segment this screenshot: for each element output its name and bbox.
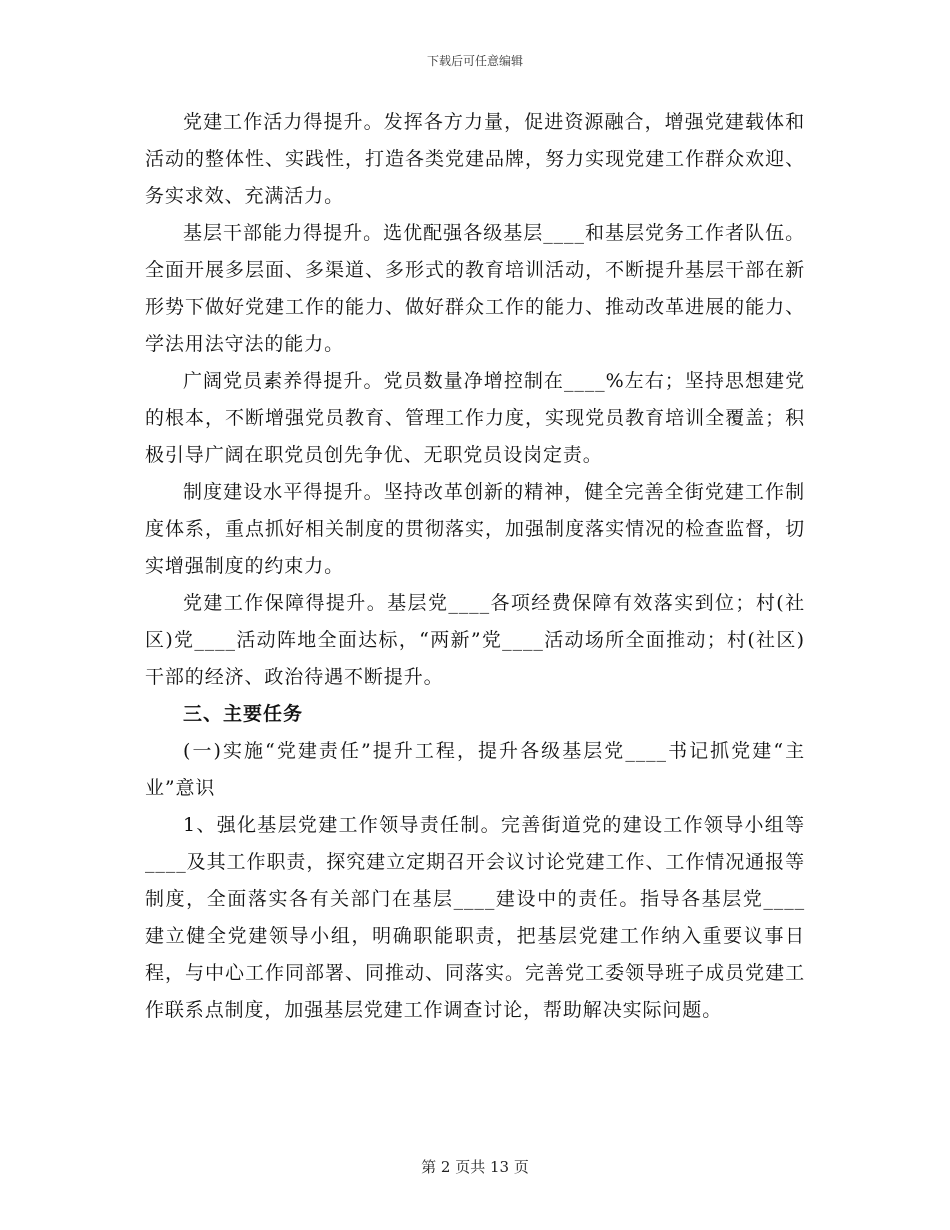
page-footer: 第 2 页共 13 页 <box>421 1158 529 1176</box>
paragraph: 党建工作活力得提升。发挥各方力量，促进资源融合，增强党建载体和活动的整体性、实践性，打造各类党建品牌，努力实现党建工作群众欢迎、务实求效、充满活力。 <box>145 111 805 207</box>
paragraph: 制度建设水平得提升。坚持改革创新的精神，健全完善全街党建工作制度体系，重点抓好相关制度的贯彻落实，加强制度落实情况的检查监督，切实增强制度的约束力。 <box>145 481 805 577</box>
paragraph: 党建工作保障得提升。基层党____各项经费保障有效落实到位；村(社区)党____活动阵地全面达标，“两新”党____活动场所全面推动；村(社区)干部的经济、政治待遇不断提升。 <box>145 592 805 688</box>
paragraph: 广阔党员素养得提升。党员数量净增控制在____%左右；坚持思想建党的根本，不断增强党员教育、管理工作力度，实现党员教育培训全覆盖；积极引导广阔在职党员创先争优、无职党员设岗定责。 <box>145 370 805 466</box>
paragraph: 基层干部能力得提升。选优配强各级基层____和基层党务工作者队伍。全面开展多层面、多渠道、多形式的教育培训活动，不断提升基层干部在新形势下做好党建工作的能力、做好群众工作的能力、推动改革进展的能力、学法用法守法的能力。 <box>145 222 805 355</box>
sub-heading: (一)实施“党建责任”提升工程，提升各级基层党____书记抓党建“主业”意识 <box>145 740 805 799</box>
page-header: 下载后可任意编辑 <box>426 54 523 68</box>
section-heading: 三、主要任务 <box>183 703 304 725</box>
document-body <box>145 104 805 1029</box>
paragraph: 1、强化基层党建工作领导责任制。完善街道党的建设工作领导小组等____及其工作职责，探究建立定期召开会议讨论党建工作、工作情况通报等制度，全面落实各有关部门在基层____建设中的责任。指导各基层党____建立健全党建领导小组，明确职能职责，把基层党建工作纳入重要议事日程，与中心工作同部署、同推动、同落实。完善党工委领导班子成员党建工作联系点制度，加强基层党建工作调查讨论，帮助解决实际问题。 <box>145 814 805 1021</box>
